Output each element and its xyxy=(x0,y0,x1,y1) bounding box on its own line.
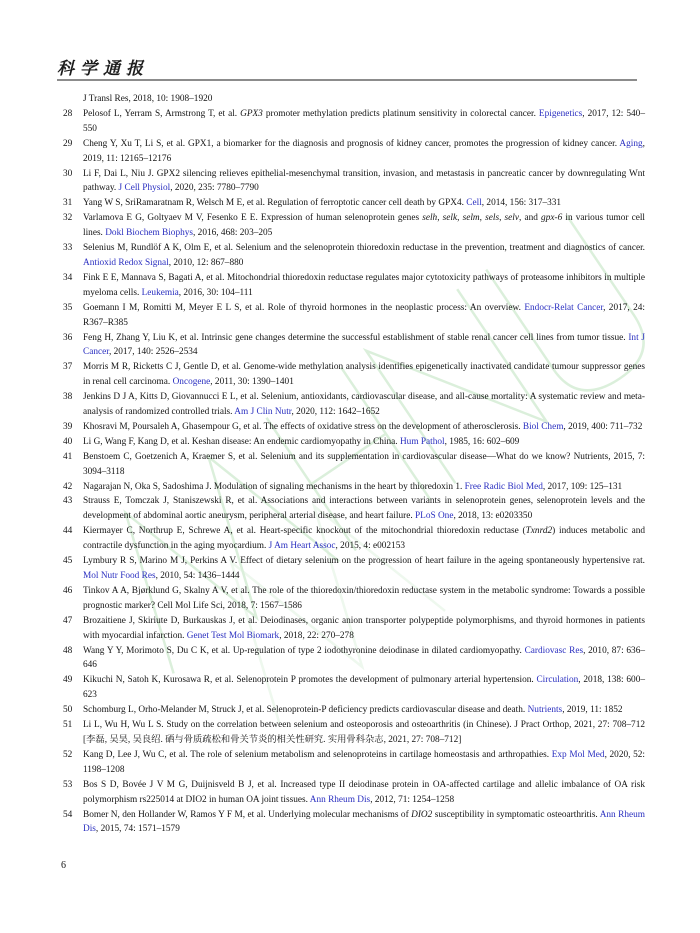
reference-text xyxy=(83,94,212,104)
journal-link[interactable]: Biol Chem xyxy=(522,421,564,432)
reference-number: 38 xyxy=(63,392,73,403)
reference-text xyxy=(83,482,622,492)
reference-segment: Kikuchi N, Satoh K, Kurosawa R, et al. Selenoprotein P promotes the development of pulmonary arterial hypertension. xyxy=(83,675,537,686)
journal-link[interactable]: J Am Heart Assoc xyxy=(268,541,336,552)
reference-segment: Yang W S, SriRamaratnam R, Welsch M E, et al. Regulation of ferroptotic cancer cell death by GPX4. xyxy=(83,198,467,209)
reference-segment: Kiermayer C, Northrup E, Schrewe A, et al. Heart-specific knockout of the mitochondrial thioredoxin reductase ( xyxy=(83,526,526,537)
reference-text xyxy=(83,586,645,611)
reference-segment: Brozaitiene J, Skiriute D, Burkauskas J, et al. Deiodinases, organic anion transporter polypeptide polymorphisms, and thyroid hormones in patients with myocardial infarction. xyxy=(83,615,645,641)
reference-number: 49 xyxy=(63,675,73,686)
reference-segment: Jenkins D J A, Kitts D, Giovannucci E L, et al. Selenium, antioxidants, cardiovascular disease, and all-cause mortality: A systematic review and meta-analysis of randomized controlled trials. xyxy=(83,392,645,418)
reference-segment: Varlamova E G, Goltyaev M V, Fesenko E E. Expression of human selenoprotein genes xyxy=(83,213,423,224)
reference-text xyxy=(83,273,645,298)
reference-item xyxy=(57,703,645,718)
journal-link[interactable]: Epigenetics xyxy=(538,108,583,119)
reference-item xyxy=(57,778,645,808)
reference-number: 40 xyxy=(63,436,73,447)
reference-segment: , 2020, 112: 1642–1652 xyxy=(291,407,380,418)
reference-item xyxy=(57,331,645,361)
reference-number: 28 xyxy=(63,108,73,119)
gene-name: selk xyxy=(442,213,458,224)
gene-name: selv xyxy=(504,213,520,224)
reference-segment: Li F, Dai L, Niu J. GPX2 silencing relieves epithelial-mesenchymal transition, invasion, and metastasis in pancreatic cancer by downregulating Wnt pathway. xyxy=(83,168,645,194)
reference-segment: , 2017, 140: 2526–2534 xyxy=(108,347,198,358)
reference-segment: , 2018, 13: e0203350 xyxy=(453,511,533,522)
reference-segment: Selenius M, Rundlöf A K, Olm E, et al. Selenium and the selenoprotein thioredoxin reductase in the prevention, treatment and diagnostics of cancer. xyxy=(83,243,645,254)
journal-link[interactable]: Cell xyxy=(466,198,482,209)
reference-text xyxy=(83,646,645,671)
reference-text xyxy=(83,109,645,134)
reference-segment: Pelosof L, Yerram S, Armstrong T, et al. xyxy=(83,108,241,119)
reference-item xyxy=(57,480,645,495)
reference-segment: Wang Y Y, Morimoto S, Du C K, et al. Up-regulation of type 2 iodothyronine deiodinase in dilated cardiomyopathy. xyxy=(83,645,525,656)
journal-link[interactable]: Endocr-Relat Cancer xyxy=(524,302,604,313)
reference-segment: Feng H, Zhang Y, Liu K, et al. Intrinsic gene changes determine the successful establishment of stable renal cancer cell lines from tumor tissue. xyxy=(83,332,629,343)
reference-segment: Tinkov A A, Bjørklund G, Skalny A V, et al. The role of the thioredoxin/thioredoxin reductase system in the metabolic syndrome: Towards a possible prognostic marker? Cell Mol Life Sci, 2018, 7: 1567–1586 xyxy=(83,585,645,611)
journal-link[interactable]: Ann Rheum Dis xyxy=(83,809,645,835)
reference-segment: Li G, Wang F, Kang D, et al. Keshan disease: An endemic cardiomyopathy in China. xyxy=(83,436,400,447)
reference-segment: , 2010, 87: 636–646 xyxy=(83,645,645,671)
journal-link[interactable]: Free Radic Biol Med xyxy=(464,481,543,492)
header-rule xyxy=(57,79,637,81)
reference-segment: , 2017, 109: 125–131 xyxy=(542,481,623,492)
journal-link[interactable]: Am J Clin Nutr xyxy=(234,407,292,418)
reference-segment: , 2010, 54: 1436–1444 xyxy=(155,571,240,581)
reference-number: 47 xyxy=(63,615,73,626)
reference-number: 51 xyxy=(63,720,73,731)
journal-link[interactable]: PLoS One xyxy=(414,511,454,522)
reference-segment: Bomer N, den Hollander W, Ramos Y F M, et al. Underlying molecular mechanisms of xyxy=(83,809,412,820)
reference-number: 36 xyxy=(63,332,73,343)
gene-name: Txnrd2 xyxy=(525,526,553,537)
reference-number: 44 xyxy=(63,526,73,537)
journal-link[interactable]: Cardiovasc Res xyxy=(524,645,584,656)
page-number: 6 xyxy=(61,860,66,871)
reference-number: 30 xyxy=(63,168,73,179)
reference-item xyxy=(57,241,645,271)
reference-number: 32 xyxy=(63,213,73,224)
reference-number: 45 xyxy=(63,556,73,567)
reference-text xyxy=(83,705,623,715)
reference-segment: promoter methylation predicts platinum sensitivity in colorectal cancer. xyxy=(262,108,539,119)
reference-item xyxy=(57,271,645,301)
gene-name: DIO2 xyxy=(411,809,433,820)
journal-link[interactable]: Exp Mol Med xyxy=(551,749,605,760)
reference-segment: , 2016, 468: 203–205 xyxy=(193,228,273,239)
reference-segment: Morris M R, Ricketts C J, Gentle D, et al. Genome-wide methylation analysis identifies epigenetically inactivated candidate tumour suppressor genes in renal cell carcinoma. xyxy=(83,362,645,388)
reference-number: 48 xyxy=(63,645,73,656)
journal-link[interactable]: Ann Rheum Dis xyxy=(309,794,371,805)
reference-text xyxy=(83,139,645,164)
reference-segment: , 2017, 24: R367–R385 xyxy=(83,302,646,328)
reference-item xyxy=(57,673,645,703)
reference-text xyxy=(83,392,645,417)
reference-text xyxy=(83,452,645,477)
reference-segment: , xyxy=(437,213,443,224)
reference-segment: , 2020, 235: 7780–7790 xyxy=(170,183,259,194)
reference-number: 34 xyxy=(63,272,73,283)
reference-segment: Benstoem C, Goetzenich A, Kraemer S, et al. Selenium and its supplementation in cardiovascular disease—What do we know? Nutrients, 2015, 7: 3094–3118 xyxy=(83,451,645,477)
reference-number: 53 xyxy=(63,779,73,790)
reference-number: 43 xyxy=(63,496,73,507)
reference-item xyxy=(57,718,645,748)
reference-segment: Fink E E, Mannava S, Bagati A, et al. Mitochondrial thioredoxin reductase regulates major cytotoxicity pathways of proteasome inhibitors in multiple myeloma cells. xyxy=(83,272,645,298)
journal-link[interactable]: Nutrients xyxy=(527,705,563,716)
reference-text xyxy=(83,422,642,432)
reference-segment: , 2010, 12: 867–880 xyxy=(168,257,244,268)
reference-segment: , and xyxy=(519,213,542,224)
reference-item xyxy=(57,644,645,674)
reference-segment: Bos S D, Bovée J V M G, Duijnisveld B J, et al. Increased type II deiodinase protein in OA-affected cartilage and allelic imbalance of OA risk polymorphism rs225014 at DIO2 in human OA joint tissues. xyxy=(83,779,645,805)
journal-logo: 科学通报 xyxy=(57,59,149,79)
reference-segment: Khosravi M, Poursaleh A, Ghasempour G, et al. The effects of oxidative stress on the development of atherosclerosis. xyxy=(83,421,523,432)
reference-item xyxy=(57,450,645,480)
reference-segment: , 2019, 400: 711–732 xyxy=(563,421,643,432)
reference-text xyxy=(83,169,645,194)
reference-item xyxy=(57,420,645,435)
reference-segment: , 2012, 71: 1254–1258 xyxy=(370,794,455,805)
reference-item xyxy=(57,554,645,584)
reference-number: 33 xyxy=(63,243,73,254)
reference-text xyxy=(83,675,645,700)
gene-name: selh xyxy=(422,213,438,224)
reference-segment: J Transl Res, 2018, 10: 1908–1920 xyxy=(83,94,213,104)
reference-text xyxy=(83,437,519,447)
reference-segment: , 2015, 4: e002153 xyxy=(335,541,405,552)
reference-number: 31 xyxy=(63,198,73,209)
reference-segment: Schomburg L, Orho-Melander M, Struck J, et al. Selenoprotein-P deficiency predicts cardiovascular disease and death. xyxy=(83,705,528,716)
reference-text xyxy=(83,198,561,208)
reference-number: 50 xyxy=(63,705,73,716)
reference-item xyxy=(57,584,645,614)
reference-segment: , 2018, 138: 600–623 xyxy=(83,675,645,701)
reference-number: 35 xyxy=(63,302,73,313)
reference-text xyxy=(83,333,645,358)
reference-segment: Kang D, Lee J, Wu C, et al. The role of selenium metabolism and selenoproteins in cartilage homeostasis and arthropathies. xyxy=(83,749,552,760)
reference-segment: , 2016, 30: 104–111 xyxy=(178,287,253,298)
journal-link[interactable]: J Cell Physiol xyxy=(118,183,171,194)
reference-segment: , 2018, 22: 270–278 xyxy=(279,630,354,641)
reference-number: 37 xyxy=(63,362,73,373)
reference-segment: , 2020, 52: 1198–1208 xyxy=(83,749,645,775)
journal-link[interactable]: Hum Pathol xyxy=(399,436,445,447)
reference-segment: , 2019, 11: 1852 xyxy=(562,705,623,716)
reference-number: 42 xyxy=(63,481,73,492)
reference-text xyxy=(83,303,645,328)
reference-segment: Goemann I M, Romitti M, Meyer E L S, et al. Role of thyroid hormones in the neoplastic process: An overview. xyxy=(83,302,525,313)
reference-item xyxy=(57,524,645,554)
journal-link[interactable]: Circulation xyxy=(536,675,579,686)
gene-name: GPX3 xyxy=(240,108,263,119)
reference-segment: , 2019, 11: 12165–12176 xyxy=(83,138,645,164)
journal-link[interactable]: Genet Test Mol Biomark xyxy=(186,630,280,641)
reference-segment: , 1985, 16: 602–609 xyxy=(444,436,520,447)
reference-segment: , xyxy=(499,213,505,224)
reference-segment: Nagarajan N, Oka S, Sadoshima J. Modulation of signaling mechanisms in the heart by thioredoxin 1. xyxy=(83,481,465,492)
journal-link[interactable]: Int J Cancer xyxy=(83,332,645,358)
reference-text xyxy=(83,556,645,581)
reference-segment: Cheng Y, Xu T, Li S, et al. GPX1, a biomarker for the diagnosis and prognosis of kidney cancer, promotes the progression of kidney cancer. xyxy=(83,138,620,149)
reference-item xyxy=(57,211,645,241)
reference-item xyxy=(57,92,645,107)
reference-segment: , 2017, 12: 540–550 xyxy=(83,108,645,134)
reference-segment: ) induces metabolic and contractile dysfunction in the aging myocardium. xyxy=(83,526,645,552)
reference-number: 39 xyxy=(63,421,73,432)
reference-segment: , xyxy=(479,213,486,224)
gene-name: selm xyxy=(462,213,480,224)
reference-item xyxy=(57,390,645,420)
reference-segment: Li L, Wu H, Wu L S. Study on the correlation between selenium and osteoporosis and osteoarthritis (in Chinese). J Pract Orthop, 2021, 27: 708–712 [李磊, 吴昊, 吴良绍. 硒与骨质疏松和骨关节炎的相关性研究. 实用骨科杂志, 2021, 27: 708–712] xyxy=(83,720,645,745)
reference-text xyxy=(83,496,645,521)
reference-item xyxy=(57,167,645,197)
reference-item xyxy=(57,196,645,211)
reference-segment: Lymbury R S, Marino M J, Perkins A V. Effect of dietary selenium on the progression of heart failure in the ageing spontaneously hypertensive rat. xyxy=(83,556,645,567)
reference-item xyxy=(57,107,645,137)
reference-number: 52 xyxy=(63,749,73,760)
journal-link[interactable]: Aging xyxy=(619,138,643,149)
journal-link[interactable]: Dokl Biochem Biophys xyxy=(105,228,194,239)
reference-segment: , xyxy=(457,213,463,224)
reference-item xyxy=(57,137,645,167)
reference-segment: , 2011, 30: 1390–1401 xyxy=(210,377,294,388)
reference-segment: susceptibility in symptomatic osteoarthritis. xyxy=(432,809,600,820)
reference-text xyxy=(83,526,645,551)
reference-item xyxy=(57,614,645,644)
reference-segment: , 2014, 156: 317–331 xyxy=(481,198,562,209)
reference-segment: in various tumor cell lines. xyxy=(83,213,645,239)
reference-item xyxy=(57,748,645,778)
gene-name: gpx-6 xyxy=(541,213,563,224)
reference-item xyxy=(57,360,645,390)
reference-segment: , 2015, 74: 1571–1579 xyxy=(95,824,180,835)
reference-number: 46 xyxy=(63,585,73,596)
journal-link[interactable]: Leukemia xyxy=(141,287,179,298)
reference-segment: Strauss E, Tomczak J, Staniszewski R, et al. Associations and interactions between variants in selenoprotein genes, selenoprotein levels and the development of abdominal aortic aneurysm, peripheral arterial disease, and heart failure. xyxy=(83,496,645,522)
reference-number: 54 xyxy=(63,809,73,820)
reference-item xyxy=(57,435,645,450)
reference-text xyxy=(83,780,645,805)
reference-text xyxy=(83,616,645,641)
references-list xyxy=(57,92,645,837)
reference-text xyxy=(83,243,645,268)
journal-link[interactable]: Antioxid Redox Signal xyxy=(83,257,169,268)
reference-text xyxy=(83,213,645,238)
reference-text xyxy=(83,810,645,835)
reference-number: 41 xyxy=(63,451,73,462)
reference-item xyxy=(57,808,645,838)
reference-text xyxy=(83,750,645,775)
reference-text xyxy=(83,362,645,387)
reference-text xyxy=(83,720,645,745)
reference-item xyxy=(57,301,645,331)
journal-link[interactable]: Oncogene xyxy=(172,377,211,388)
reference-item xyxy=(57,494,645,524)
gene-name: sels xyxy=(485,213,500,224)
reference-number: 29 xyxy=(63,138,73,149)
journal-link[interactable]: Mol Nutr Food Res xyxy=(83,571,156,581)
